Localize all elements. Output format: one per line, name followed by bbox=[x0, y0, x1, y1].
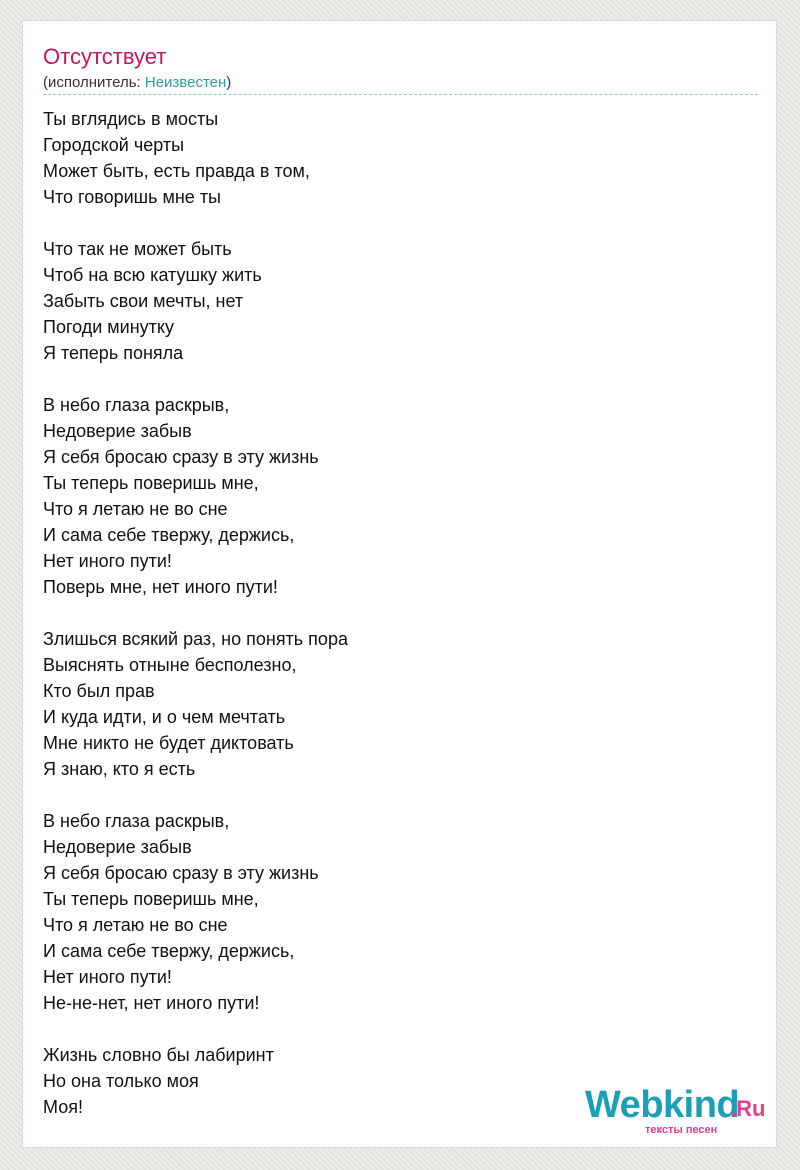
lyric-line: Кто был прав bbox=[43, 681, 155, 701]
title-divider bbox=[43, 94, 758, 95]
stanza-gap bbox=[43, 600, 348, 626]
lyric-line: Жизнь словно бы лабиринт bbox=[43, 1045, 274, 1065]
lyric-line: Что говоришь мне ты bbox=[43, 187, 221, 207]
lyric-line: Погоди минутку bbox=[43, 317, 174, 337]
lyric-line: Может быть, есть правда в том, bbox=[43, 161, 310, 181]
artist-suffix: ) bbox=[226, 74, 232, 91]
lyric-line: Забыть свои мечты, нет bbox=[43, 291, 244, 311]
lyric-line: Не-не-нет, нет иного пути! bbox=[43, 993, 260, 1013]
lyric-line: Нет иного пути! bbox=[43, 551, 172, 571]
lyric-line: Что так не может быть bbox=[43, 239, 232, 259]
lyric-line: Моя! bbox=[43, 1097, 83, 1117]
lyric-line: Ты теперь поверишь мне, bbox=[43, 889, 259, 909]
artist-link[interactable]: Неизвестен bbox=[144, 74, 227, 91]
lyric-line: В небо глаза раскрыв, bbox=[43, 395, 230, 415]
lyric-line: Ты теперь поверишь мне, bbox=[43, 473, 259, 493]
lyrics-card bbox=[22, 20, 777, 1148]
lyric-line: Что я летаю не во сне bbox=[43, 499, 228, 519]
lyric-line: Мне никто не будет диктовать bbox=[43, 733, 294, 753]
watermark-tagline: тексты песен bbox=[645, 1124, 718, 1136]
lyric-line: Поверь мне, нет иного пути! bbox=[43, 577, 278, 597]
lyric-line: Недоверие забыв bbox=[43, 837, 192, 857]
lyric-line: Я теперь поняла bbox=[43, 343, 184, 363]
lyric-line: Выяснять отныне бесполезно, bbox=[43, 655, 297, 675]
lyric-line: Но она только моя bbox=[43, 1071, 199, 1091]
lyrics-text bbox=[43, 106, 348, 1120]
lyric-line: Я себя бросаю сразу в эту жизнь bbox=[43, 863, 319, 883]
lyric-line: Что я летаю не во сне bbox=[43, 915, 228, 935]
lyric-line: И сама себе твержу, держись, bbox=[43, 941, 295, 961]
artist-prefix: (исполнитель: bbox=[43, 74, 145, 91]
site-watermark bbox=[585, 1083, 775, 1143]
stanza-gap bbox=[43, 1016, 348, 1042]
stanza-gap bbox=[43, 366, 348, 392]
lyric-line: Городской черты bbox=[43, 135, 185, 155]
lyric-line: Недоверие забыв bbox=[43, 421, 192, 441]
stanza-gap bbox=[43, 782, 348, 808]
lyric-line: И куда идти, и о чем мечтать bbox=[43, 707, 286, 727]
lyric-line: И сама себе твержу, держись, bbox=[43, 525, 295, 545]
lyric-line: Я себя бросаю сразу в эту жизнь bbox=[43, 447, 319, 467]
lyric-line: Чтоб на всю катушку жить bbox=[43, 265, 262, 285]
lyric-line: Злишься всякий раз, но понять пора bbox=[43, 629, 348, 649]
lyric-line: В небо глаза раскрыв, bbox=[43, 811, 230, 831]
lyric-line: Я знаю, кто я есть bbox=[43, 759, 196, 779]
watermark-tld: .Ru bbox=[730, 1096, 766, 1121]
lyric-line: Нет иного пути! bbox=[43, 967, 172, 987]
watermark-brand: Webkind bbox=[585, 1084, 740, 1126]
artist-byline bbox=[43, 74, 231, 92]
song-title: Отсутствует bbox=[43, 44, 167, 69]
lyric-line: Ты вглядись в мосты bbox=[43, 109, 219, 129]
stanza-gap bbox=[43, 210, 348, 236]
